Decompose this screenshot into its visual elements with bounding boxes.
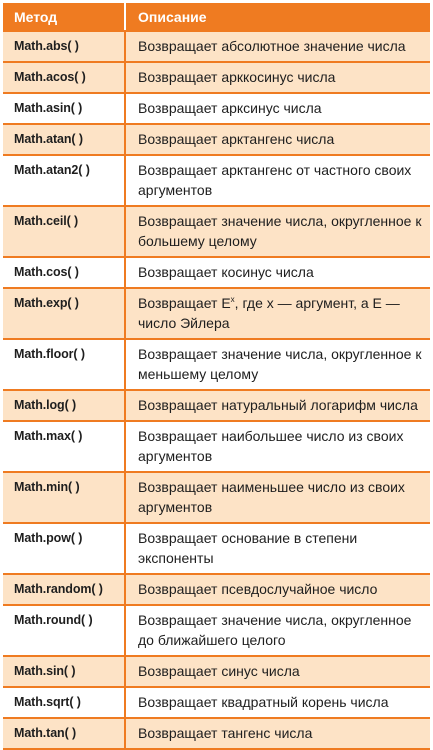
method-description: Возвращает значение числа, округленное до ближайшего целого	[124, 604, 430, 655]
table-row	[3, 92, 430, 123]
method-name: Math.sqrt( )	[3, 686, 124, 717]
method-name: Math.abs( )	[3, 30, 124, 61]
desc-superscript: x	[230, 295, 235, 304]
method-name: Math.pow( )	[3, 522, 124, 573]
header-method: Метод	[3, 3, 124, 30]
table-row	[3, 655, 430, 686]
method-description: Возвращает псевдослучайное число	[124, 573, 430, 604]
table-row	[3, 123, 430, 154]
method-description: Возвращает косинус числа	[124, 256, 430, 287]
method-name: Math.acos( )	[3, 61, 124, 92]
method-name: Math.round( )	[3, 604, 124, 655]
method-description: Возвращает арктангенс числа	[124, 123, 430, 154]
table-row	[3, 420, 430, 471]
table-row	[3, 604, 430, 655]
table-row	[3, 154, 430, 205]
method-description: Возвращает наибольшее число из своих аргументов	[124, 420, 430, 471]
table-row	[3, 287, 430, 338]
method-name: Math.ceil( )	[3, 205, 124, 256]
method-description: Возвращает наименьшее число из своих аргументов	[124, 471, 430, 522]
method-description: Возвращает арктангенс от частного своих аргументов	[124, 154, 430, 205]
method-name: Math.exp( )	[3, 287, 124, 338]
method-description: Возвращает синус числа	[124, 655, 430, 686]
method-name: Math.min( )	[3, 471, 124, 522]
method-name: Math.random( )	[3, 573, 124, 604]
method-description: Возвращает квадратный корень числа	[124, 686, 430, 717]
table-row	[3, 61, 430, 92]
table-row	[3, 522, 430, 573]
header-description: Описание	[124, 3, 430, 30]
table-row	[3, 686, 430, 717]
desc-pre: Возвращает E	[138, 295, 231, 311]
math-methods-table	[3, 3, 430, 750]
desc-post: , где x — аргумент, а E — число Эйлера	[138, 295, 400, 331]
table-row	[3, 30, 430, 61]
table-row	[3, 471, 430, 522]
method-description: Возвращает значение числа, округленное к большему целому	[124, 205, 430, 256]
table-header-row	[3, 3, 430, 30]
table-row	[3, 338, 430, 389]
method-description: Возвращает абсолютное значение числа	[124, 30, 430, 61]
table-row	[3, 717, 430, 750]
method-description: Возвращает натуральный логарифм числа	[124, 389, 430, 420]
method-description: Возвращает основание в степени экспоненты	[124, 522, 430, 573]
method-name: Math.sin( )	[3, 655, 124, 686]
method-name: Math.floor( )	[3, 338, 124, 389]
method-name: Math.log( )	[3, 389, 124, 420]
method-description: Возвращает тангенс числа	[124, 717, 430, 750]
table-row	[3, 573, 430, 604]
method-description: Возвращает арккосинус числа	[124, 61, 430, 92]
table-row	[3, 256, 430, 287]
method-description	[124, 287, 430, 338]
method-name: Math.asin( )	[3, 92, 124, 123]
method-description: Возвращает арксинус числа	[124, 92, 430, 123]
method-description: Возвращает значение числа, округленное к меньшему целому	[124, 338, 430, 389]
method-name: Math.atan( )	[3, 123, 124, 154]
method-name: Math.tan( )	[3, 717, 124, 750]
method-name: Math.cos( )	[3, 256, 124, 287]
method-name: Math.max( )	[3, 420, 124, 471]
method-name: Math.atan2( )	[3, 154, 124, 205]
math-methods-table-container	[3, 3, 430, 750]
table-row	[3, 205, 430, 256]
table-row	[3, 389, 430, 420]
